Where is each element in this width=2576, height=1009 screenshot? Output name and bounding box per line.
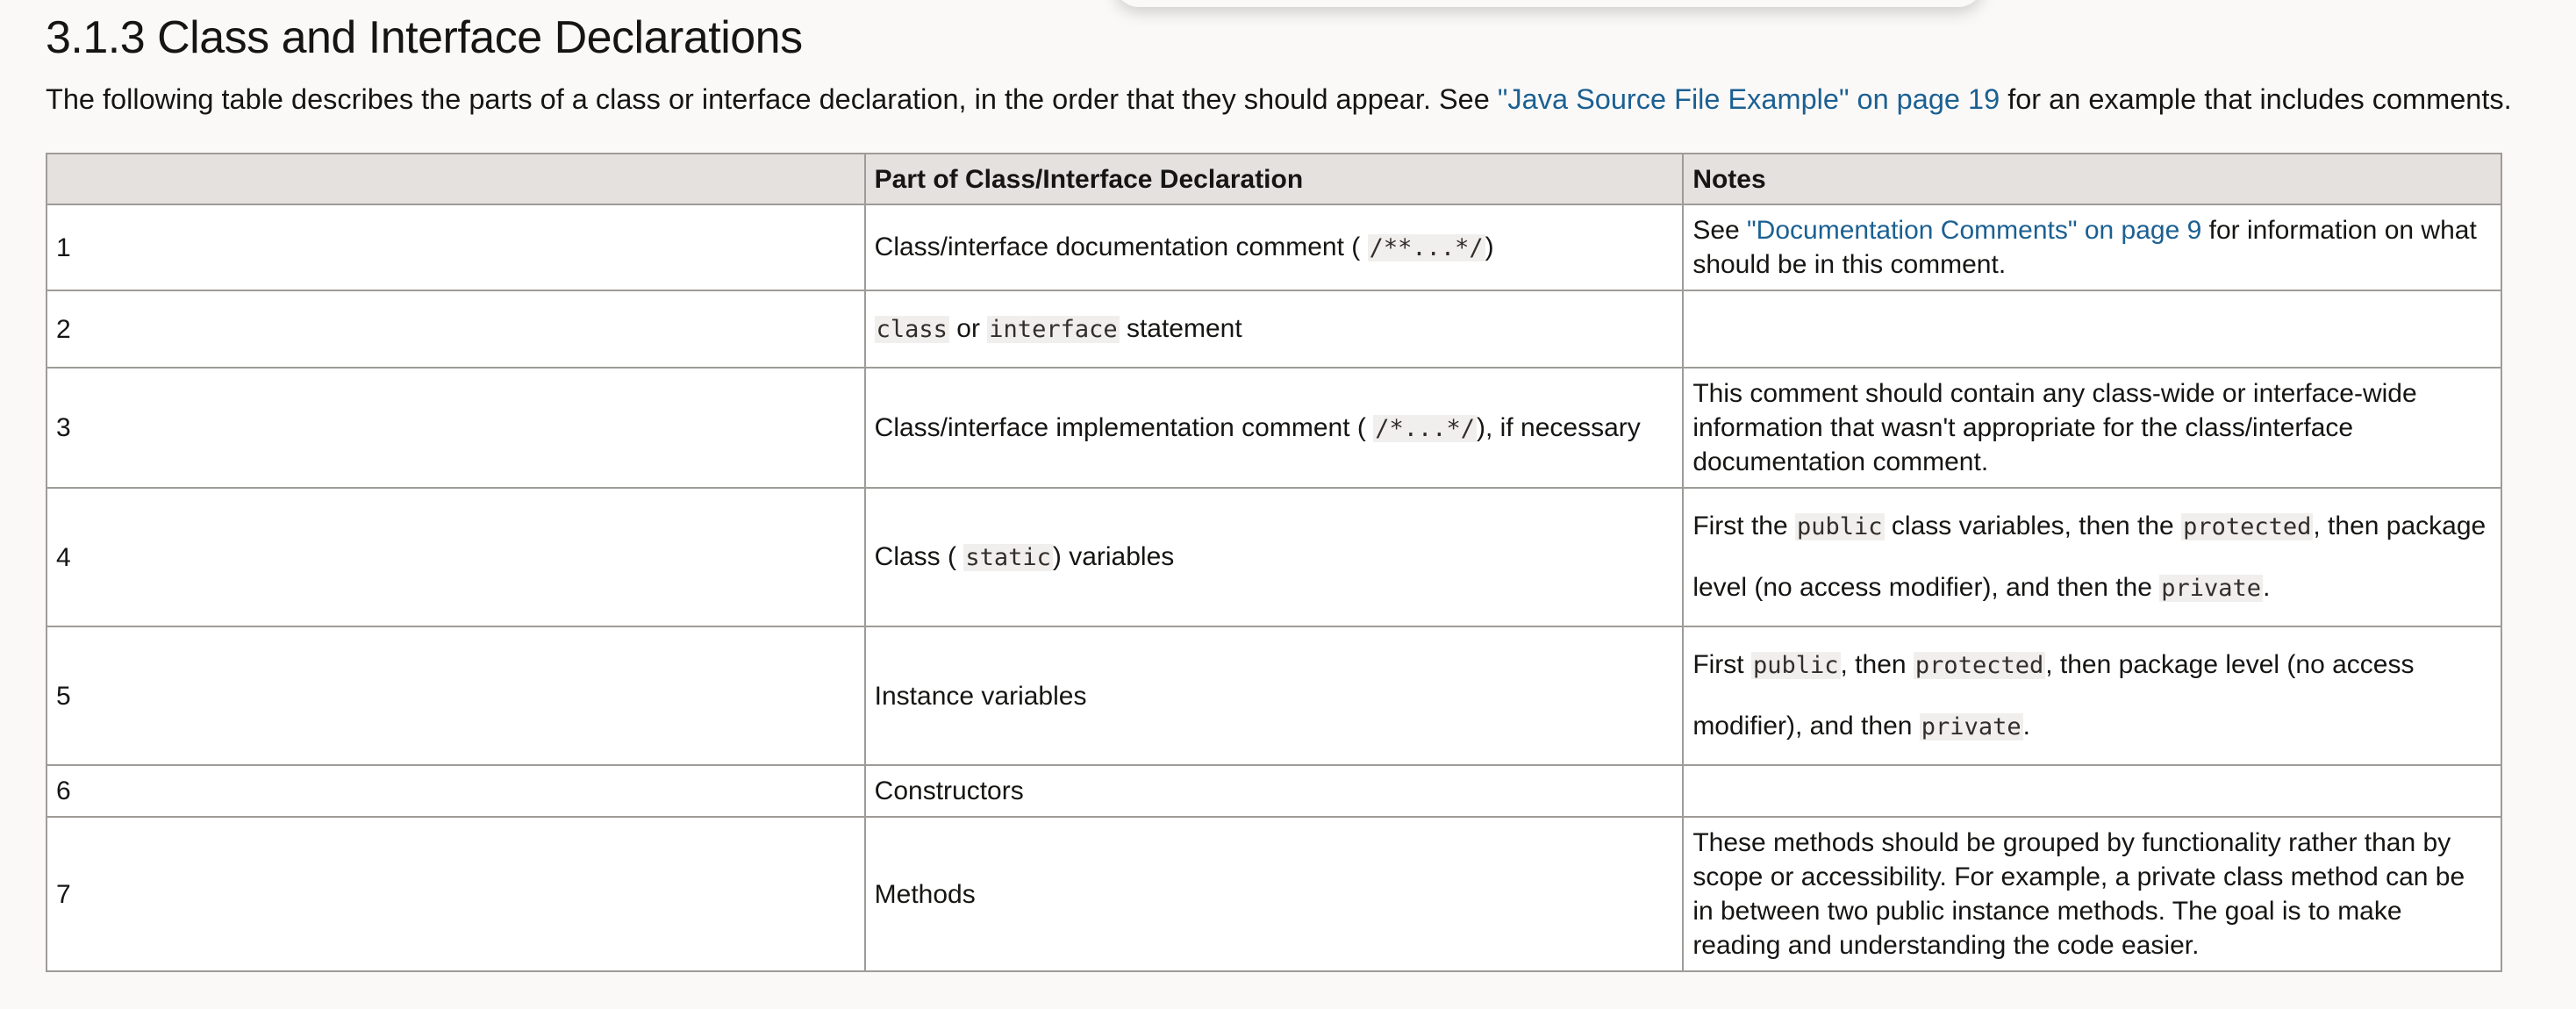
notes-text-end: for information on what should be in this comment. (1692, 216, 2477, 279)
table-row (47, 765, 2501, 817)
row-number: 4 (47, 488, 865, 626)
row-number: 6 (47, 765, 865, 817)
row-notes (1683, 204, 2501, 290)
intro-text-end: for an example that includes comments. (2000, 83, 2512, 115)
section-heading: 3.1.3 Class and Interface Declarations (46, 12, 803, 63)
intro-paragraph (46, 77, 2512, 121)
row-part: Methods (865, 817, 1684, 971)
row-number: 1 (47, 204, 865, 290)
row-notes: These methods should be grouped by functionality rather than by scope or accessibility. For example, a private class method can be in between two public instance methods. The goal is to make reading and understanding the code easier. (1683, 817, 2501, 971)
notes-text: See (1692, 216, 1748, 245)
header-notes: Notes (1683, 154, 2501, 204)
row-number: 2 (47, 290, 865, 368)
notes-code: private (1921, 713, 2021, 741)
documentation-comments-link[interactable]: "Documentation Comments" on page 9 (1747, 216, 2202, 245)
notes-text-end: . (2263, 573, 2271, 602)
intro-text: The following table describes the parts of a class or interface declaration, in the order that they should appear. See (46, 83, 1498, 115)
notes-code: protected (2183, 513, 2312, 540)
part-code: /**...*/ (1369, 234, 1484, 261)
row-number: 3 (47, 368, 865, 488)
part-text-end: ) (1485, 233, 1494, 261)
part-text-end: ) variables (1052, 542, 1175, 571)
declaration-parts-table (46, 153, 2502, 972)
notes-text: , then package level (no access modifier), and then (1692, 650, 2415, 741)
row-part (865, 204, 1684, 290)
row-notes (1683, 626, 2501, 765)
floating-toolbar-shadow (1114, 0, 1983, 7)
notes-text: First the (1692, 512, 1796, 540)
notes-code: protected (1914, 652, 2044, 679)
table-row (47, 817, 2501, 971)
row-number: 7 (47, 817, 865, 971)
header-part: Part of Class/Interface Declaration (865, 154, 1684, 204)
table-header-row (47, 154, 2501, 204)
row-notes: This comment should contain any class-wide or interface-wide information that wasn't appropriate for the class/interface documentation comment. (1683, 368, 2501, 488)
part-text-end: ), if necessary (1477, 412, 1641, 442)
row-part (865, 290, 1684, 368)
table-row (47, 368, 2501, 488)
header-number (47, 154, 865, 204)
part-text: Class ( (874, 542, 964, 571)
row-part (865, 368, 1684, 488)
notes-text-end: . (2022, 712, 2030, 741)
row-number: 5 (47, 626, 865, 765)
notes-text: , then (1840, 650, 1914, 679)
table-row (47, 204, 2501, 290)
row-part: Constructors (865, 765, 1684, 817)
notes-code: public (1797, 513, 1883, 540)
part-text: Class/interface documentation comment ( (874, 233, 1368, 261)
row-notes (1683, 488, 2501, 626)
part-code: /*...*/ (1375, 414, 1476, 442)
row-part: Instance variables (865, 626, 1684, 765)
notes-text: , then package level (no access modifier), and then the (1692, 512, 2487, 602)
part-text-end: statement (1119, 314, 1242, 343)
table-row (47, 290, 2501, 368)
notes-code: private (2161, 575, 2262, 602)
notes-text: First (1692, 650, 1751, 679)
part-code: interface (989, 316, 1118, 343)
row-notes (1683, 290, 2501, 368)
row-part (865, 488, 1684, 626)
part-code: class (876, 316, 948, 343)
part-code: static (965, 544, 1051, 571)
part-text: or (948, 314, 988, 343)
notes-code: public (1752, 652, 1839, 679)
table-row (47, 626, 2501, 765)
java-source-file-example-link[interactable]: "Java Source File Example" on page 19 (1497, 83, 2000, 115)
part-text: Class/interface implementation comment ( (874, 412, 1374, 442)
table-row (47, 488, 2501, 626)
row-notes (1683, 765, 2501, 817)
notes-text: class variables, then the (1884, 512, 2182, 540)
